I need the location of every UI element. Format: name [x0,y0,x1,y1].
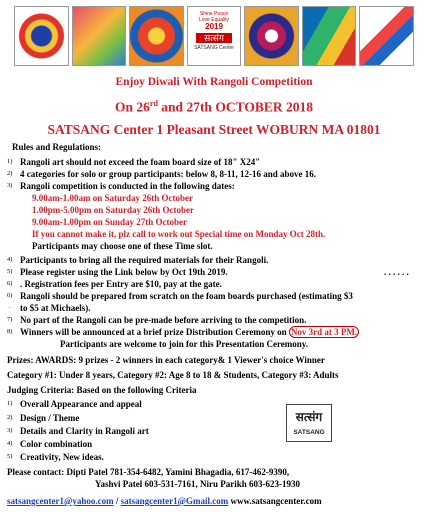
rule-number: 7) [7,316,13,323]
criteria-2: Design / Theme [20,413,80,423]
stamp-name: SATSANG [293,429,325,436]
contact-line-2: Yashvi Patel 603-531-7161, Niru Parikh 603-623-1930 [95,479,300,489]
rangoli-image-2 [72,6,127,66]
rule-1: Rangoli art should not exceed the foam board size of 18" X24" [20,157,261,167]
stamp-script: सत्संग [295,410,323,424]
date-slot-2: 1.00pm-5.00pm on Saturday 26th October [32,205,195,215]
criteria-number: 4) [7,440,13,447]
choose-slot-note: Participants may choose one of these Time slot. [32,241,213,251]
rule-number: 5) [7,268,13,275]
rangoli-image-3 [129,6,184,66]
rule-8: Winners will be announced at a brief prize Distribution Ceremony on Nov 3rd at 3 PM. [20,327,358,337]
website-text: www.satsangcenter.com [228,496,322,506]
rule-8-cont: Participants are welcome to join for this Presentation Ceremony. [60,339,309,349]
date-slot-1: 9.00am-1.00am on Saturday 26th October [32,193,193,203]
rule-number: 6) [7,292,13,299]
contact-line-1: Please contact: Dipti Patel 781-354-6482, Yamini Bhagadia, 617-462-9390, [7,467,290,477]
prizes-info: Prizes: AWARDS: 9 prizes - 2 winners in each category& 1 Viewer's choice Winner [7,355,325,365]
satsang-stamp-logo [286,404,332,442]
tile-year: 2019 [205,22,223,31]
satsang-logo-tile [187,6,242,66]
rangoli-image-1 [14,6,69,66]
rule-5: Please register using the Link below by Oct 19th 2019. [20,267,228,277]
rules-heading: Rules and Regulations: [12,142,102,152]
email-gmail-link[interactable]: satsangcenter1@Gmail.com [120,496,229,506]
criteria-3: Details and Clarity in Rangoli art [20,426,149,436]
rule-number: . [9,303,11,310]
tile-text-1: Shine Peace [199,11,229,17]
event-dates: On 26rd and 27th OCTOBER 2018 [115,99,313,115]
judging-heading: Judging Criteria: Based on the following Criteria [7,385,197,395]
ceremony-date: Nov 3rd at 3 PM. [290,327,358,337]
criteria-1: Overall Appearance and appeal [20,399,142,409]
rangoli-banner [14,6,414,66]
rule-3: Rangoli competition is conducted in the following dates: [20,181,235,191]
tile-center-name: SATSANG Center [194,45,234,51]
special-time-note: If you cannot make it, plz call to work out Special time on Monday Oct 28th. [32,229,326,239]
footer-links: satsangcenter1@yahoo.com / satsangcenter1@Gmail.com www.satsangcenter.com [7,496,322,506]
criteria-number: 2) [7,414,13,421]
rule-number: 1) [7,158,13,165]
criteria-5: Creativity, New ideas. [20,452,104,462]
rule-6: Rangoli should be prepared from scratch on the foam boards purchased (estimating $3 [20,291,353,301]
rule-6-cont: to $5 at Michaels). [20,303,91,313]
criteria-number: 5) [7,453,13,460]
event-title: Enjoy Diwali With Rangoli Competition [115,76,313,88]
criteria-4: Color combination [20,439,93,449]
date-slot-3: 9.00am-1.00pm on Sunday 27th October [32,217,188,227]
rule-5-dots: . . . . . . [384,267,409,277]
rangoli-image-6 [302,6,357,66]
registration-fee: . Registration fees per Entry are $10, pay at the gate. [20,279,222,289]
rule-number: 8) [7,328,13,335]
criteria-number: 3) [7,427,13,434]
rule-number: 3) [7,182,13,189]
criteria-number: 1) [7,400,13,407]
event-venue: SATSANG Center 1 Pleasant Street WOBURN MA 01801 [47,122,381,137]
rule-number: 4) [7,256,13,263]
tile-logo-script: सत्संग [196,33,233,43]
rangoli-image-5 [244,6,299,66]
rule-number: 6) [7,280,13,287]
rule-7: No part of the Rangoli can be pre-made before arriving to the competition. [20,315,307,325]
email-yahoo-link[interactable]: satsangcenter1@yahoo.com [7,496,114,506]
rangoli-image-7 [359,6,414,66]
tile-text-2: Love Equality [199,17,230,23]
rule-number: 2) [7,170,13,177]
rule-4: Participants to bring all the required materials for their Rangoli. [20,255,269,265]
categories-info: Category #1: Under 8 years, Category #2: Age 8 to 18 & Students, Category #3: Adults [7,370,339,380]
rule-2: 4 categories for solo or group participants: below 8, 8-11, 12-16 and above 16. [20,169,316,179]
